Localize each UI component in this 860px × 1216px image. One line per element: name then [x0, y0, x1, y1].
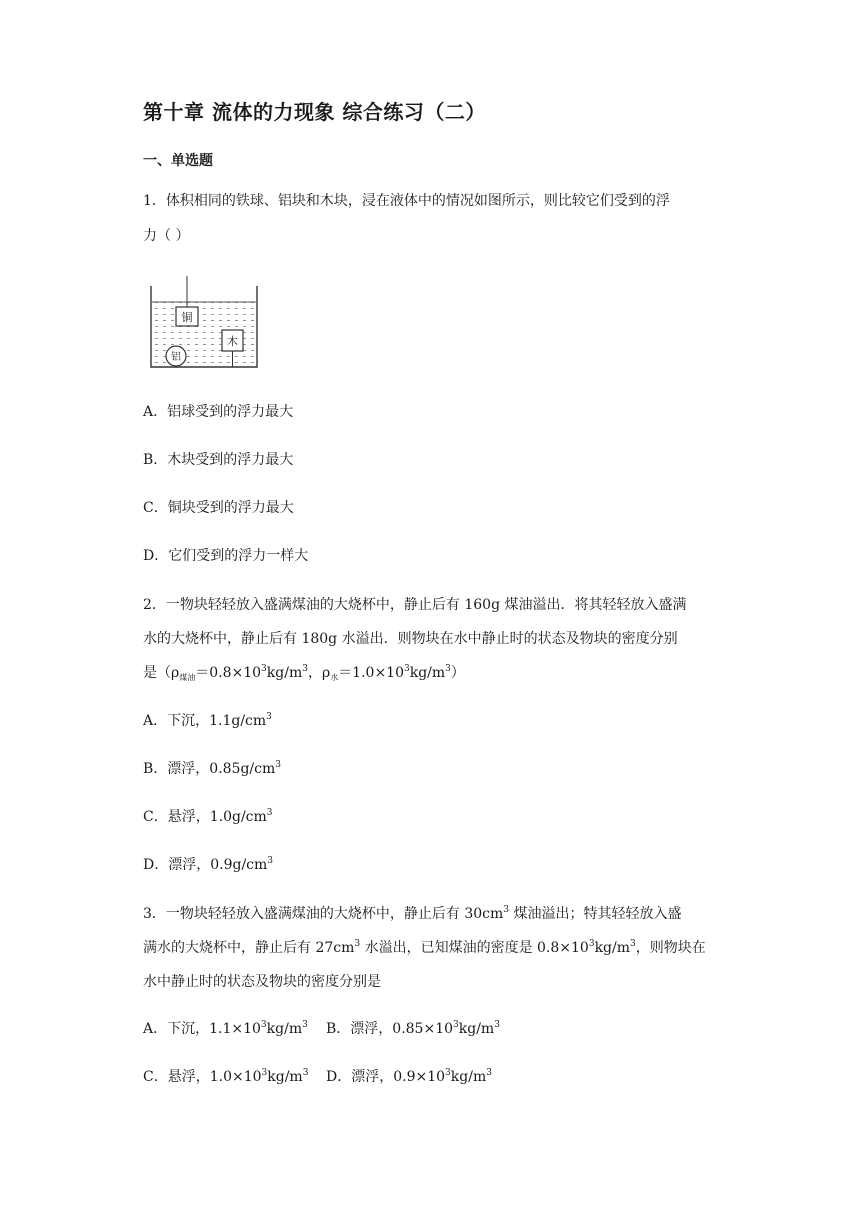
aluminum-label: 铝 [171, 352, 181, 363]
q3-stem-line2: 满水的大烧杯中，静止后有 $27cm^3$ 水溢出，已知煤油的密度是 $0.8\times 10^3kg/m^3$，则物块在 [143, 939, 706, 956]
q2-stem-line2: 水的大烧杯中，静止后有 180g 水溢出．则物块在水中静止时的状态及物块的密度分别 [143, 631, 678, 647]
q2-option-c: C．悬浮，$1.0g/cm^3$ [143, 808, 273, 825]
q2-option-b: B．漂浮，$0.85g/cm^3$ [143, 760, 281, 777]
q1-option-a: A．铝球受到的浮力最大 [143, 404, 294, 420]
section-heading: 一、单选题 [143, 153, 213, 169]
wood-label: 木 [227, 335, 238, 348]
q3-stem-line3: 水中静止时的状态及物块的密度分别是 [143, 974, 381, 990]
q2-option-d: D．漂浮，$0.9g/cm^3$ [143, 856, 274, 873]
q1-stem-line1: 1．体积相同的铁球、铝块和木块，浸在液体中的情况如图所示，则比较它们受到的浮 [143, 193, 670, 209]
q2-stem-line3: 是（$\rho_{煤油}=0.8\times 10^3kg/m^3$，$\rho_水=1.0\times 10^3kg/m^3$） [143, 664, 465, 682]
q3-option-b: B．漂浮，$0.85\times 10^3kg/m^3$ [326, 1020, 500, 1037]
q3-option-a: A．下沉，$1.1\times 10^3kg/m^3$ [143, 1020, 308, 1037]
q1-beaker-figure [146, 276, 262, 372]
page-title: 第十章 流体的力现象 综合练习（二） [143, 100, 486, 124]
q2-stem-line1: 2．一物块轻轻放入盛满煤油的大烧杯中，静止后有 160g 煤油溢出．将其轻轻放入盛满 [143, 597, 687, 613]
q1-option-c: C．铜块受到的浮力最大 [143, 500, 294, 516]
q3-option-d: D．漂浮，$0.9\times 10^3kg/m^3$ [326, 1068, 492, 1085]
q1-option-b: B．木块受到的浮力最大 [143, 452, 294, 468]
q3-stem-line1: 3．一物块轻轻放入盛满煤油的大烧杯中，静止后有 $30cm^3$ 煤油溢出；特其轻轻放入盛 [143, 905, 682, 922]
copper-label: 铜 [181, 311, 193, 324]
q3-option-c: C．悬浮，$1.0\times 10^3kg/m^3$ [143, 1068, 309, 1085]
q1-option-d: D．它们受到的浮力一样大 [143, 548, 309, 564]
q2-option-a: A．下沉，$1.1g/cm^3$ [143, 712, 272, 729]
q1-stem-line2: 力（ ） [143, 228, 190, 244]
